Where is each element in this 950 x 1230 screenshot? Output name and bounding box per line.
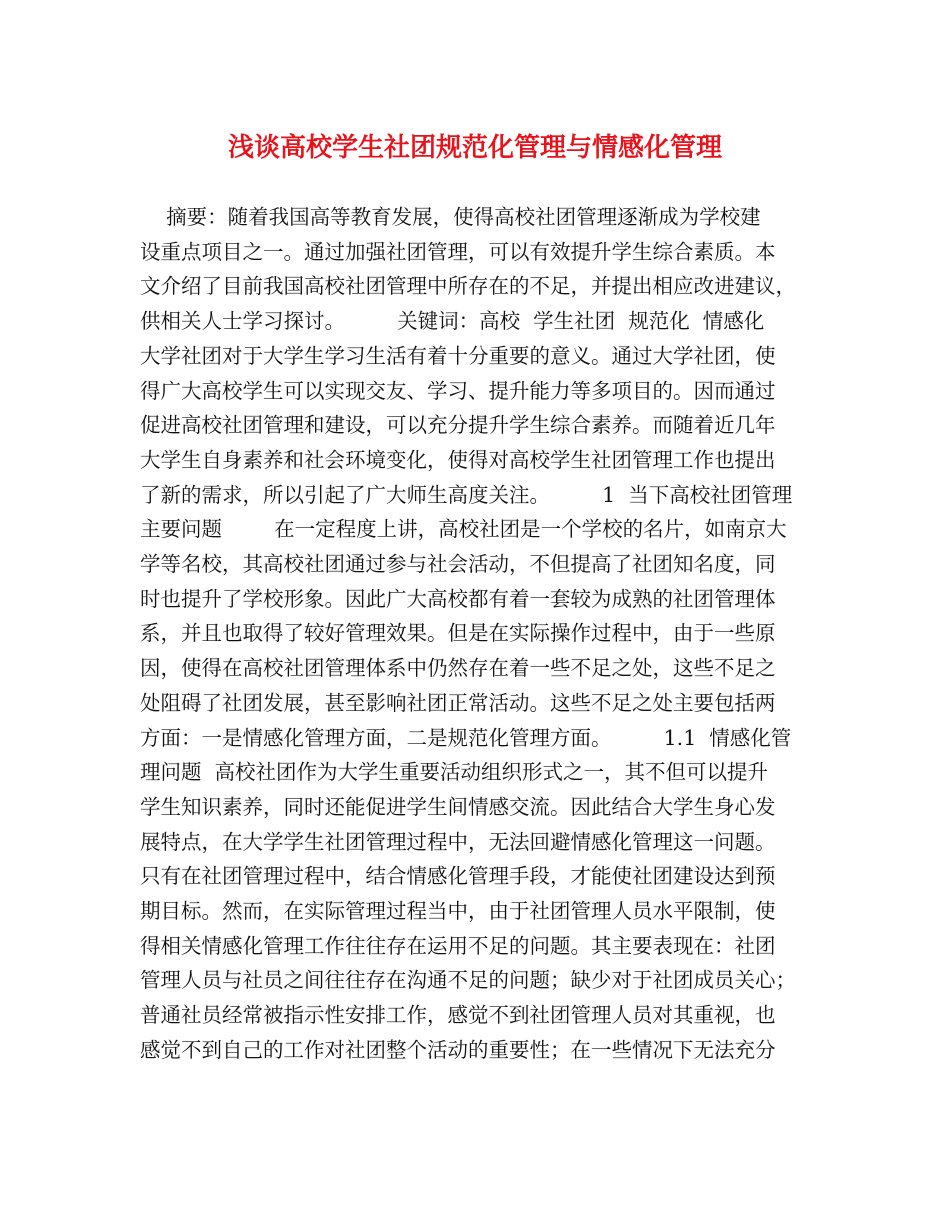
body-line: 管理人员与社员之间往往存在沟通不足的问题；缺少对于社团成员关心； (140, 968, 796, 993)
body-line: 方面：一是情感化管理方面，二是规范化管理方面。 1.1 情感化管 (140, 725, 792, 750)
body-line: 只有在社团管理过程中，结合情感化管理手段，才能使社团建设达到预 (140, 864, 776, 889)
body-line: 得广大高校学生可以实现交友、学习、提升能力等多项目的。因而通过 (140, 378, 776, 403)
body-line: 感觉不到自己的工作对社团整个活动的重要性；在一些情况下无法充分 (140, 1037, 776, 1062)
body-line: 普通社员经常被指示性安排工作，感觉不到社团管理人员对其重视，也 (140, 1003, 776, 1028)
document-title: 浅谈高校学生社团规范化管理与情感化管理 (227, 133, 722, 163)
body-line: 期目标。然而，在实际管理过程当中，由于社团管理人员水平限制，使 (140, 899, 776, 924)
document-body (140, 200, 815, 1068)
body-line: 了新的需求，所以引起了广大师生高度关注。 1 当下高校社团管理 (140, 482, 793, 507)
body-line: 文介绍了目前我国高校社团管理中所存在的不足，并提出相应改进建议， (140, 274, 796, 299)
body-line: 主要问题 在一定程度上讲，高校社团是一个学校的名片，如南京大 (140, 517, 787, 542)
body-line: 学等名校，其高校社团通过参与社会活动，不但提高了社团知名度，同 (140, 552, 776, 577)
body-line: 系，并且也取得了较好管理效果。但是在实际操作过程中，由于一些原 (140, 621, 776, 646)
body-line: 学生知识素养，同时还能促进学生间情感交流。因此结合大学生身心发 (140, 794, 776, 819)
body-line: 处阻碍了社团发展，甚至影响社团正常活动。这些不足之处主要包括两 (140, 690, 776, 715)
body-line: 促进高校社团管理和建设，可以充分提升学生综合素养。而随着近几年 (140, 413, 776, 438)
body-line: 大学社团对于大学生学习生活有着十分重要的意义。通过大学社团，使 (140, 343, 776, 368)
body-line: 展特点，在大学学生社团管理过程中，无法回避情感化管理这一问题。 (140, 829, 776, 854)
body-line: 设重点项目之一。通过加强社团管理，可以有效提升学生综合素质。本 (140, 239, 776, 264)
body-line: 供相关人士学习探讨。 关键词：高校 学生社团 规范化 情感化 (140, 309, 765, 334)
body-line: 大学生自身素养和社会环境变化，使得对高校学生社团管理工作也提出 (140, 447, 776, 472)
body-line: 摘要：随着我国高等教育发展，使得高校社团管理逐渐成为学校建 (140, 205, 761, 229)
body-line: 时也提升了学校形象。因此广大高校都有着一套较为成熟的社团管理体 (140, 586, 776, 611)
body-line: 得相关情感化管理工作往往存在运用不足的问题。其主要表现在：社团 (140, 933, 776, 958)
body-line: 因，使得在高校社团管理体系中仍然存在着一些不足之处，这些不足之 (140, 656, 776, 681)
body-line: 理问题 高校社团作为大学生重要活动组织形式之一，其不但可以提升 (140, 760, 769, 785)
